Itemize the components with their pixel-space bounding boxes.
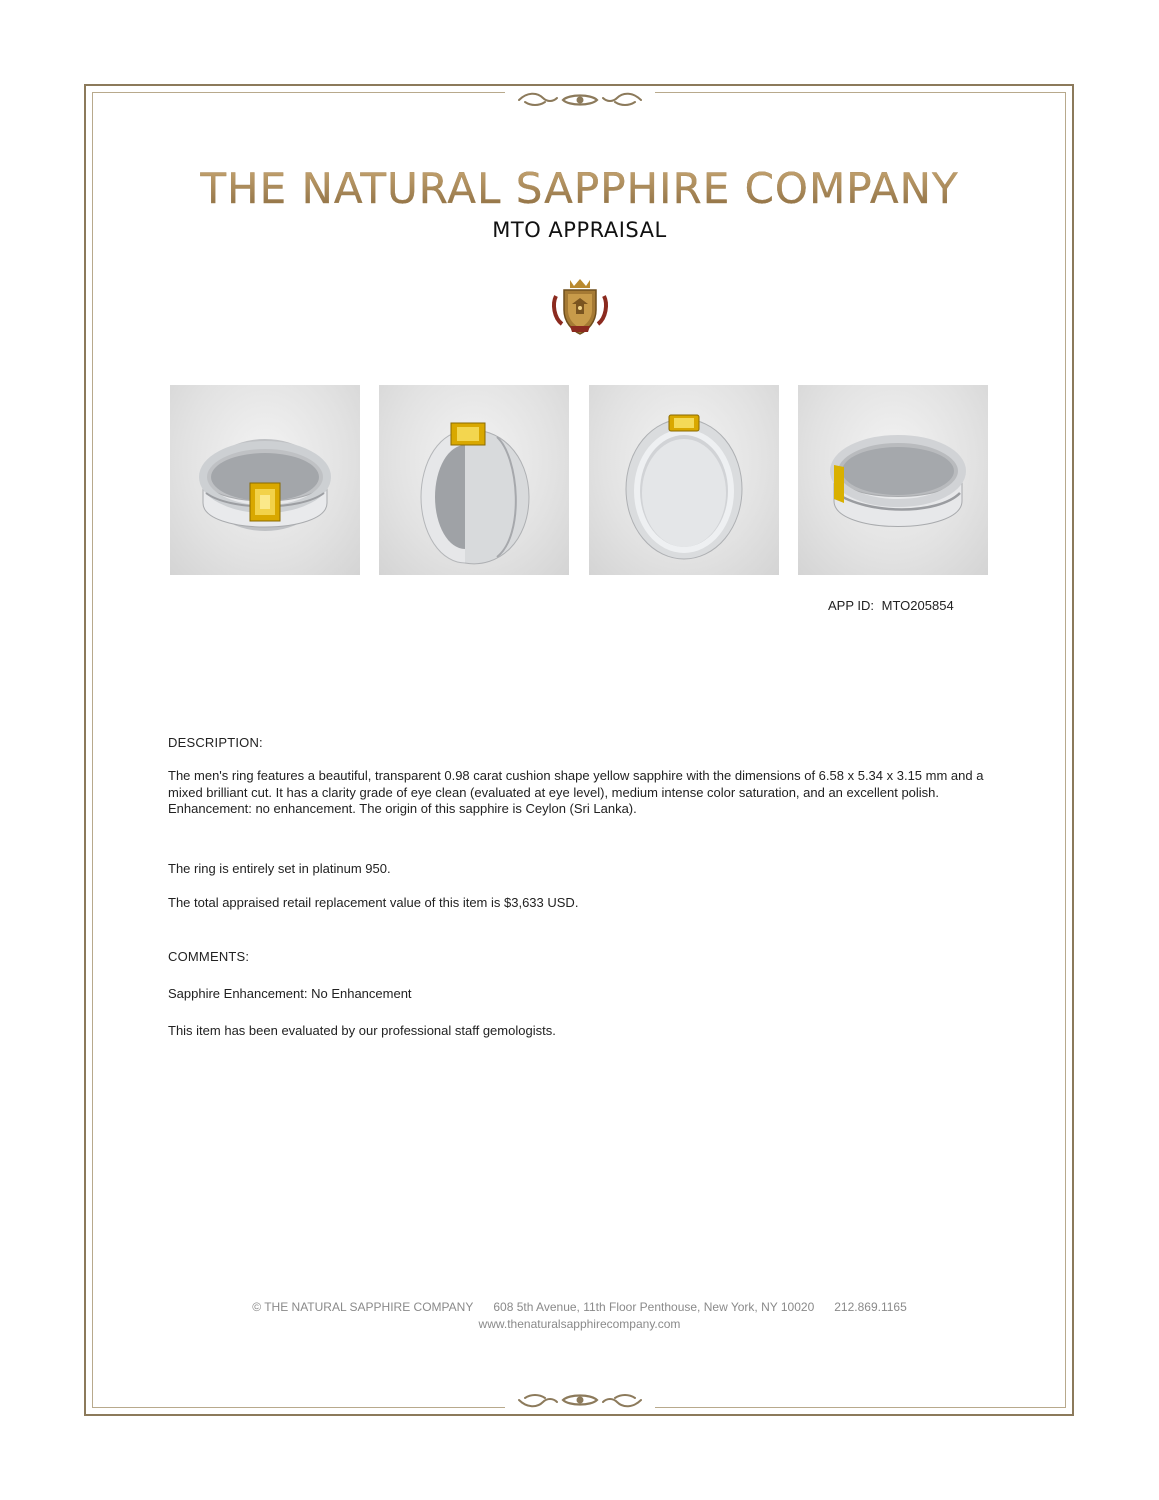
ring-photo-front[interactable] [170,385,360,575]
comments-line-1: Sapphire Enhancement: No Enhancement [168,986,412,1001]
footer-phone[interactable]: 212.869.1165 [834,1300,907,1314]
description-paragraph-1: The men's ring features a beautiful, transparent 0.98 carat cushion shape yellow sapphire with the dimensions of 6.58 x 5.34 x 3.15 mm and a mixed brilliant cut. It has a clarity grade of eye clean (evaluated at eye level), medium intense color saturation, and an excellent polish. Enhancement: no enhancement. The origin of this sapphire is Ceylon (Sri Lanka). [168,768,984,816]
company-name: THE NATURAL SAPPHIRE COMPANY [0,164,1159,213]
appraised-value-paragraph: The total appraised retail replacement value of this item is $3,633 USD. [168,895,579,910]
footer-copyright: © THE NATURAL SAPPHIRE COMPANY [252,1300,474,1314]
footer-contact [0,1300,1159,1314]
heraldic-crest-icon [548,274,612,338]
app-id-label: APP ID: [828,598,875,613]
footer-website[interactable]: www.thenaturalsapphirecompany.com [478,1317,681,1331]
bottom-ornament-icon [505,1388,655,1412]
app-id-value: MTO205854 [881,598,954,613]
ring-photo-side[interactable] [589,385,779,575]
top-ornament-icon [505,88,655,112]
description-heading: DESCRIPTION: [168,735,263,750]
document-type: MTO APPRAISAL [492,218,667,242]
description-paragraph-2: The ring is entirely set in platinum 950. [168,861,391,876]
app-id [828,598,954,613]
comments-line-2: This item has been evaluated by our professional staff gemologists. [168,1023,556,1038]
ring-photo-back[interactable] [798,385,988,575]
comments-heading: COMMENTS: [168,949,250,964]
footer-address: 608 5th Avenue, 11th Floor Penthouse, New York, NY 10020 [493,1300,815,1314]
ring-photo-angled[interactable] [379,385,569,575]
